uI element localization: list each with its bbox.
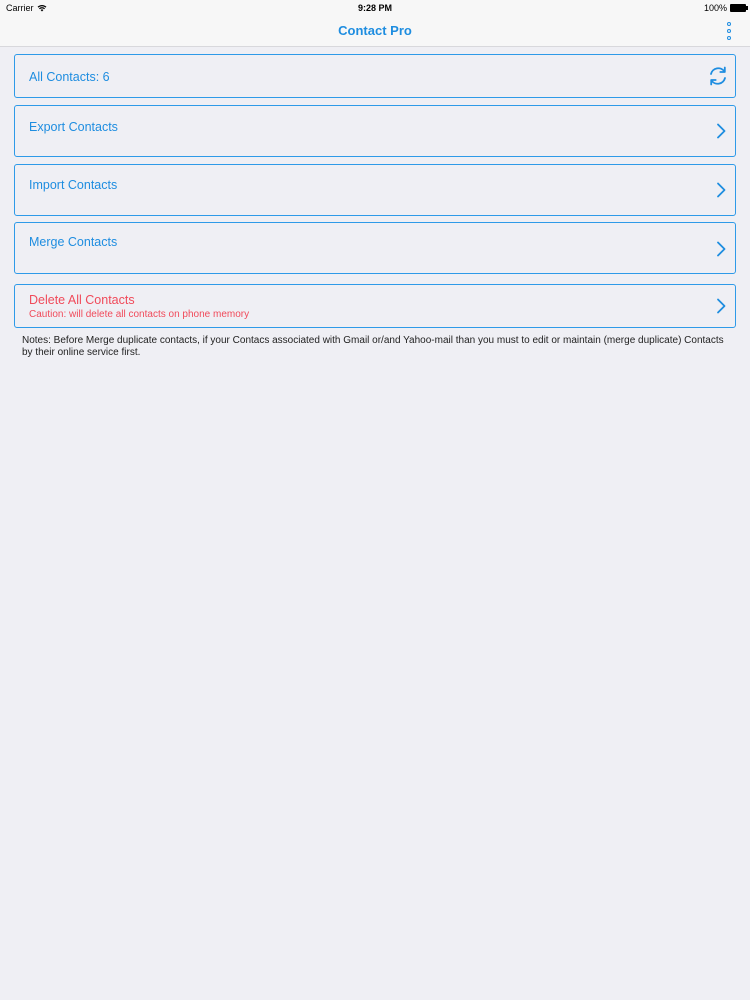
delete-all-contacts-row[interactable] [14, 284, 736, 328]
import-contacts-label: Import Contacts [29, 178, 118, 192]
export-contacts-row[interactable] [14, 105, 736, 157]
more-options-button[interactable] [724, 22, 734, 40]
merge-contacts-label: Merge Contacts [29, 235, 118, 249]
navigation-bar [0, 16, 750, 47]
page-title: Contact Pro [338, 23, 412, 38]
battery-group [704, 3, 746, 13]
delete-all-contacts-label: Delete All Contacts [29, 293, 135, 307]
battery-icon [730, 4, 746, 12]
all-contacts-row[interactable] [14, 54, 736, 98]
all-contacts-label: All Contacts: 6 [29, 70, 110, 84]
refresh-icon[interactable] [707, 65, 729, 87]
chevron-right-icon [715, 182, 727, 198]
delete-caution-text: Caution: will delete all contacts on phone memory [29, 309, 250, 320]
carrier-label: Carrier [6, 3, 34, 13]
merge-contacts-row[interactable] [14, 222, 736, 274]
chevron-right-icon [715, 123, 727, 139]
export-contacts-label: Export Contacts [29, 120, 118, 134]
import-contacts-row[interactable] [14, 164, 736, 216]
chevron-right-icon [715, 298, 727, 314]
status-bar [0, 0, 750, 16]
battery-percent: 100% [703, 3, 727, 13]
chevron-right-icon [715, 241, 727, 257]
status-time: 9:28 PM [357, 3, 392, 13]
more-dot-icon [727, 36, 731, 40]
notes-text: Notes: Before Merge duplicate contacts, if your Contacs associated with Gmail or/and Yahoo-mail than you must to edit or maintain (merge duplicate) Contacts by their online service first. [22, 335, 724, 358]
more-dot-icon [727, 22, 731, 26]
more-dot-icon [727, 29, 731, 33]
